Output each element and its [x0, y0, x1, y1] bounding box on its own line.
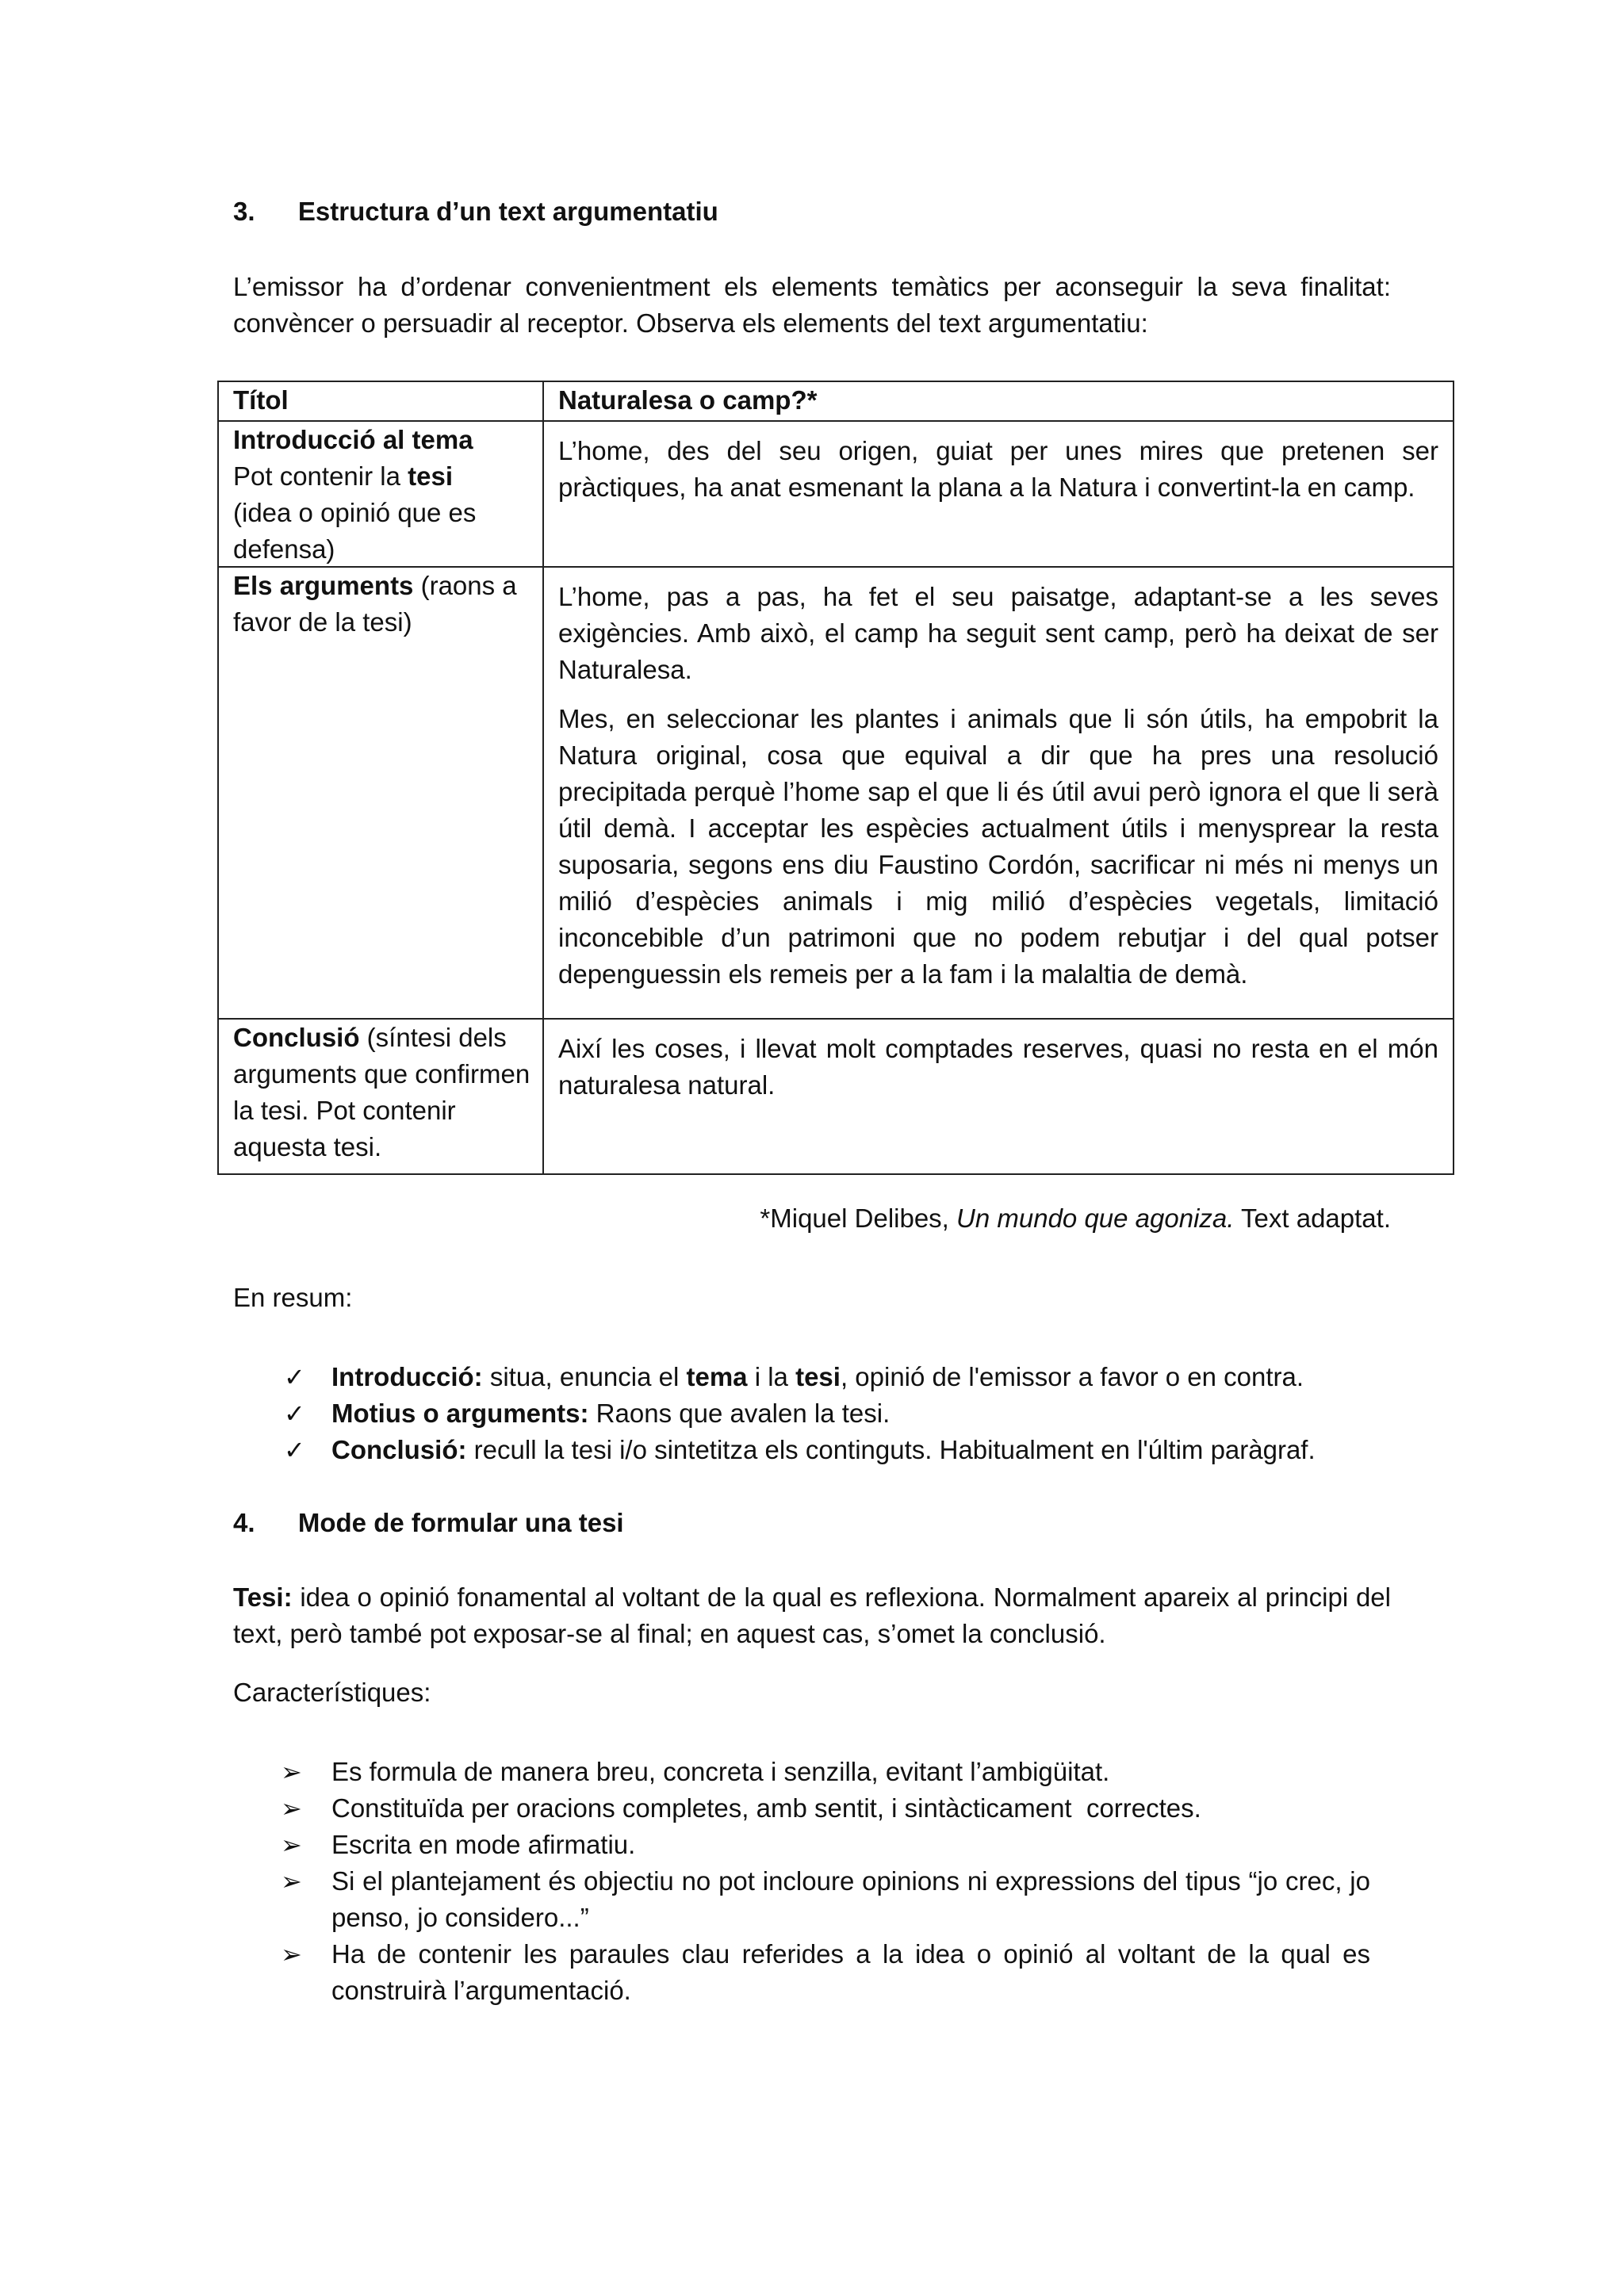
table-label-title: Títol: [233, 385, 289, 415]
summary-item-introduction-text: , opinió de l'emissor a favor o en contra.: [840, 1362, 1304, 1391]
arrow-bullet-icon: ➢: [281, 1831, 302, 1859]
summary-item-conclusion: [331, 1432, 1473, 1468]
section-3-title: Estructura d’un text argumentatiu: [297, 197, 718, 226]
citation-work-title: Un mundo que agoniza.: [956, 1203, 1235, 1233]
summary-item-arguments-text: Raons que avalen la tesi.: [588, 1399, 891, 1428]
section-4-number: 4.: [233, 1508, 255, 1537]
table-label-conclusion: [233, 1020, 534, 1165]
thesis-text: idea o opinió fonamental al voltant de la qual es reflexiona. Normalment apareix al principi del text, però també pot exposar-se al final; en aquest cas, s’omet la conclusió.: [233, 1582, 1391, 1648]
summary-item-introduction-theme: tema: [686, 1362, 748, 1391]
characteristic-item: Es formula de manera breu, concreta i senzilla, evitant l’ambigüitat.: [331, 1757, 1110, 1786]
table-content-arguments-p1: L’home, pas a pas, ha fet el seu paisatge, adaptant-se a les seves exigències. Amb això, el camp ha seguit sent camp, però ha deixat de ser Naturalesa.: [558, 582, 1438, 684]
table-content-conclusion: Així les coses, i llevat molt comptades reserves, quasi no resta en el món naturalesa natural.: [558, 1034, 1438, 1100]
characteristic-item: Si el plantejament és objectiu no pot incloure opinions ni expressions del tipus “jo crec, jo penso, jo considero...”: [331, 1866, 1370, 1932]
check-icon: ✓: [284, 1436, 305, 1464]
section-3-number: 3.: [233, 197, 255, 226]
section-3-heading: [233, 193, 718, 230]
table-border-right: [1453, 381, 1454, 1175]
citation-author: *Miquel Delibes,: [760, 1203, 957, 1233]
characteristic-item: Escrita en mode afirmatiu.: [331, 1830, 636, 1859]
label-arguments-bold: Els arguments: [233, 571, 414, 600]
argument-structure-table: [217, 381, 1454, 1175]
characteristic-item: Constituïda per oracions completes, amb sentit, i sintàcticament correctes.: [331, 1793, 1201, 1823]
table-label-arguments: [233, 568, 527, 641]
label-intro-thesis: tesi: [408, 461, 453, 491]
summary-heading: En resum:: [233, 1283, 353, 1312]
characteristic-item: Ha de contenir les paraules clau referides a la idea o opinió al voltant de la qual es construirà l’argumentació.: [331, 1939, 1370, 2005]
label-arguments-rest: (raons a favor de la tesi): [233, 571, 517, 637]
section-4-heading: [233, 1505, 624, 1541]
section-4-title: Mode de formular una tesi: [297, 1508, 624, 1537]
characteristics-heading: Característiques:: [233, 1678, 431, 1707]
label-conclusion-bold: Conclusió: [233, 1023, 360, 1052]
check-icon: ✓: [284, 1363, 305, 1391]
label-conclusion-rest: (síntesi dels arguments que confirmen la tesi. Pot contenir aquesta tesi.: [233, 1023, 530, 1161]
arrow-bullet-icon: ➢: [281, 1867, 302, 1896]
summary-item-introduction-text: situa, enuncia el: [482, 1362, 687, 1391]
summary-item-introduction-label: Introducció:: [331, 1362, 483, 1391]
table-border-left: [217, 381, 219, 1175]
summary-item-conclusion-text: recull la tesi i/o sintetitza els continguts. Habitualment en l'últim paràgraf.: [466, 1435, 1316, 1464]
table-border-bottom: [217, 1173, 1454, 1175]
label-intro-post: (idea o opinió que es defensa): [233, 498, 477, 564]
label-intro-pre: Pot contenir la: [233, 461, 408, 491]
table-essay-title: Naturalesa o camp?*: [558, 385, 818, 415]
arrow-bullet-icon: ➢: [281, 1758, 302, 1786]
source-citation: [717, 1200, 1391, 1237]
table-content-arguments-p2: Mes, en seleccionar les plantes i animals que li són útils, ha empobrit la Natura original, cosa que equival a dir que ha pres una resolució precipitada perquè l’home sap el que li és útil avui però ignora el que li serà útil demà. I acceptar les espècies actualment útils i menysprear la resta suposaria, segons ens diu Faustino Cordón, sacrificar ni més ni menys un milió d’espècies animals i mig milió d’espècies vegetals, limitació inconcebible d’un patrimoni que no podem rebutjar i del qual potser depenguessin els remeis per a la fam i la malaltia de demà.: [558, 704, 1438, 989]
label-intro-bold: Introducció al tema: [233, 425, 473, 454]
section-3-intro: L’emissor ha d’ordenar convenientment els elements temàtics per aconseguir la seva finalitat: convèncer o persuadir al receptor. Observa els elements del text argumentatiu:: [233, 272, 1391, 338]
thesis-label: Tesi:: [233, 1582, 293, 1612]
summary-item-conclusion-label: Conclusió:: [331, 1435, 467, 1464]
table-column-divider: [542, 381, 544, 1175]
summary-item-introduction: [331, 1359, 1442, 1395]
summary-item-introduction-thesis: tesi: [795, 1362, 841, 1391]
arrow-bullet-icon: ➢: [281, 1940, 302, 1969]
summary-item-arguments-label: Motius o arguments:: [331, 1399, 589, 1428]
thesis-definition: [233, 1579, 1391, 1652]
citation-note: Text adaptat.: [1234, 1203, 1391, 1233]
summary-item-introduction-text: i la: [747, 1362, 796, 1391]
check-icon: ✓: [284, 1399, 305, 1428]
arrow-bullet-icon: ➢: [281, 1794, 302, 1823]
summary-item-arguments: [331, 1395, 1442, 1432]
table-content-introduction: L’home, des del seu origen, guiat per unes mires que pretenen ser pràctiques, ha anat esmenant la plana a la Natura i convertint-la en camp.: [558, 436, 1438, 502]
table-label-introduction: [233, 422, 527, 568]
